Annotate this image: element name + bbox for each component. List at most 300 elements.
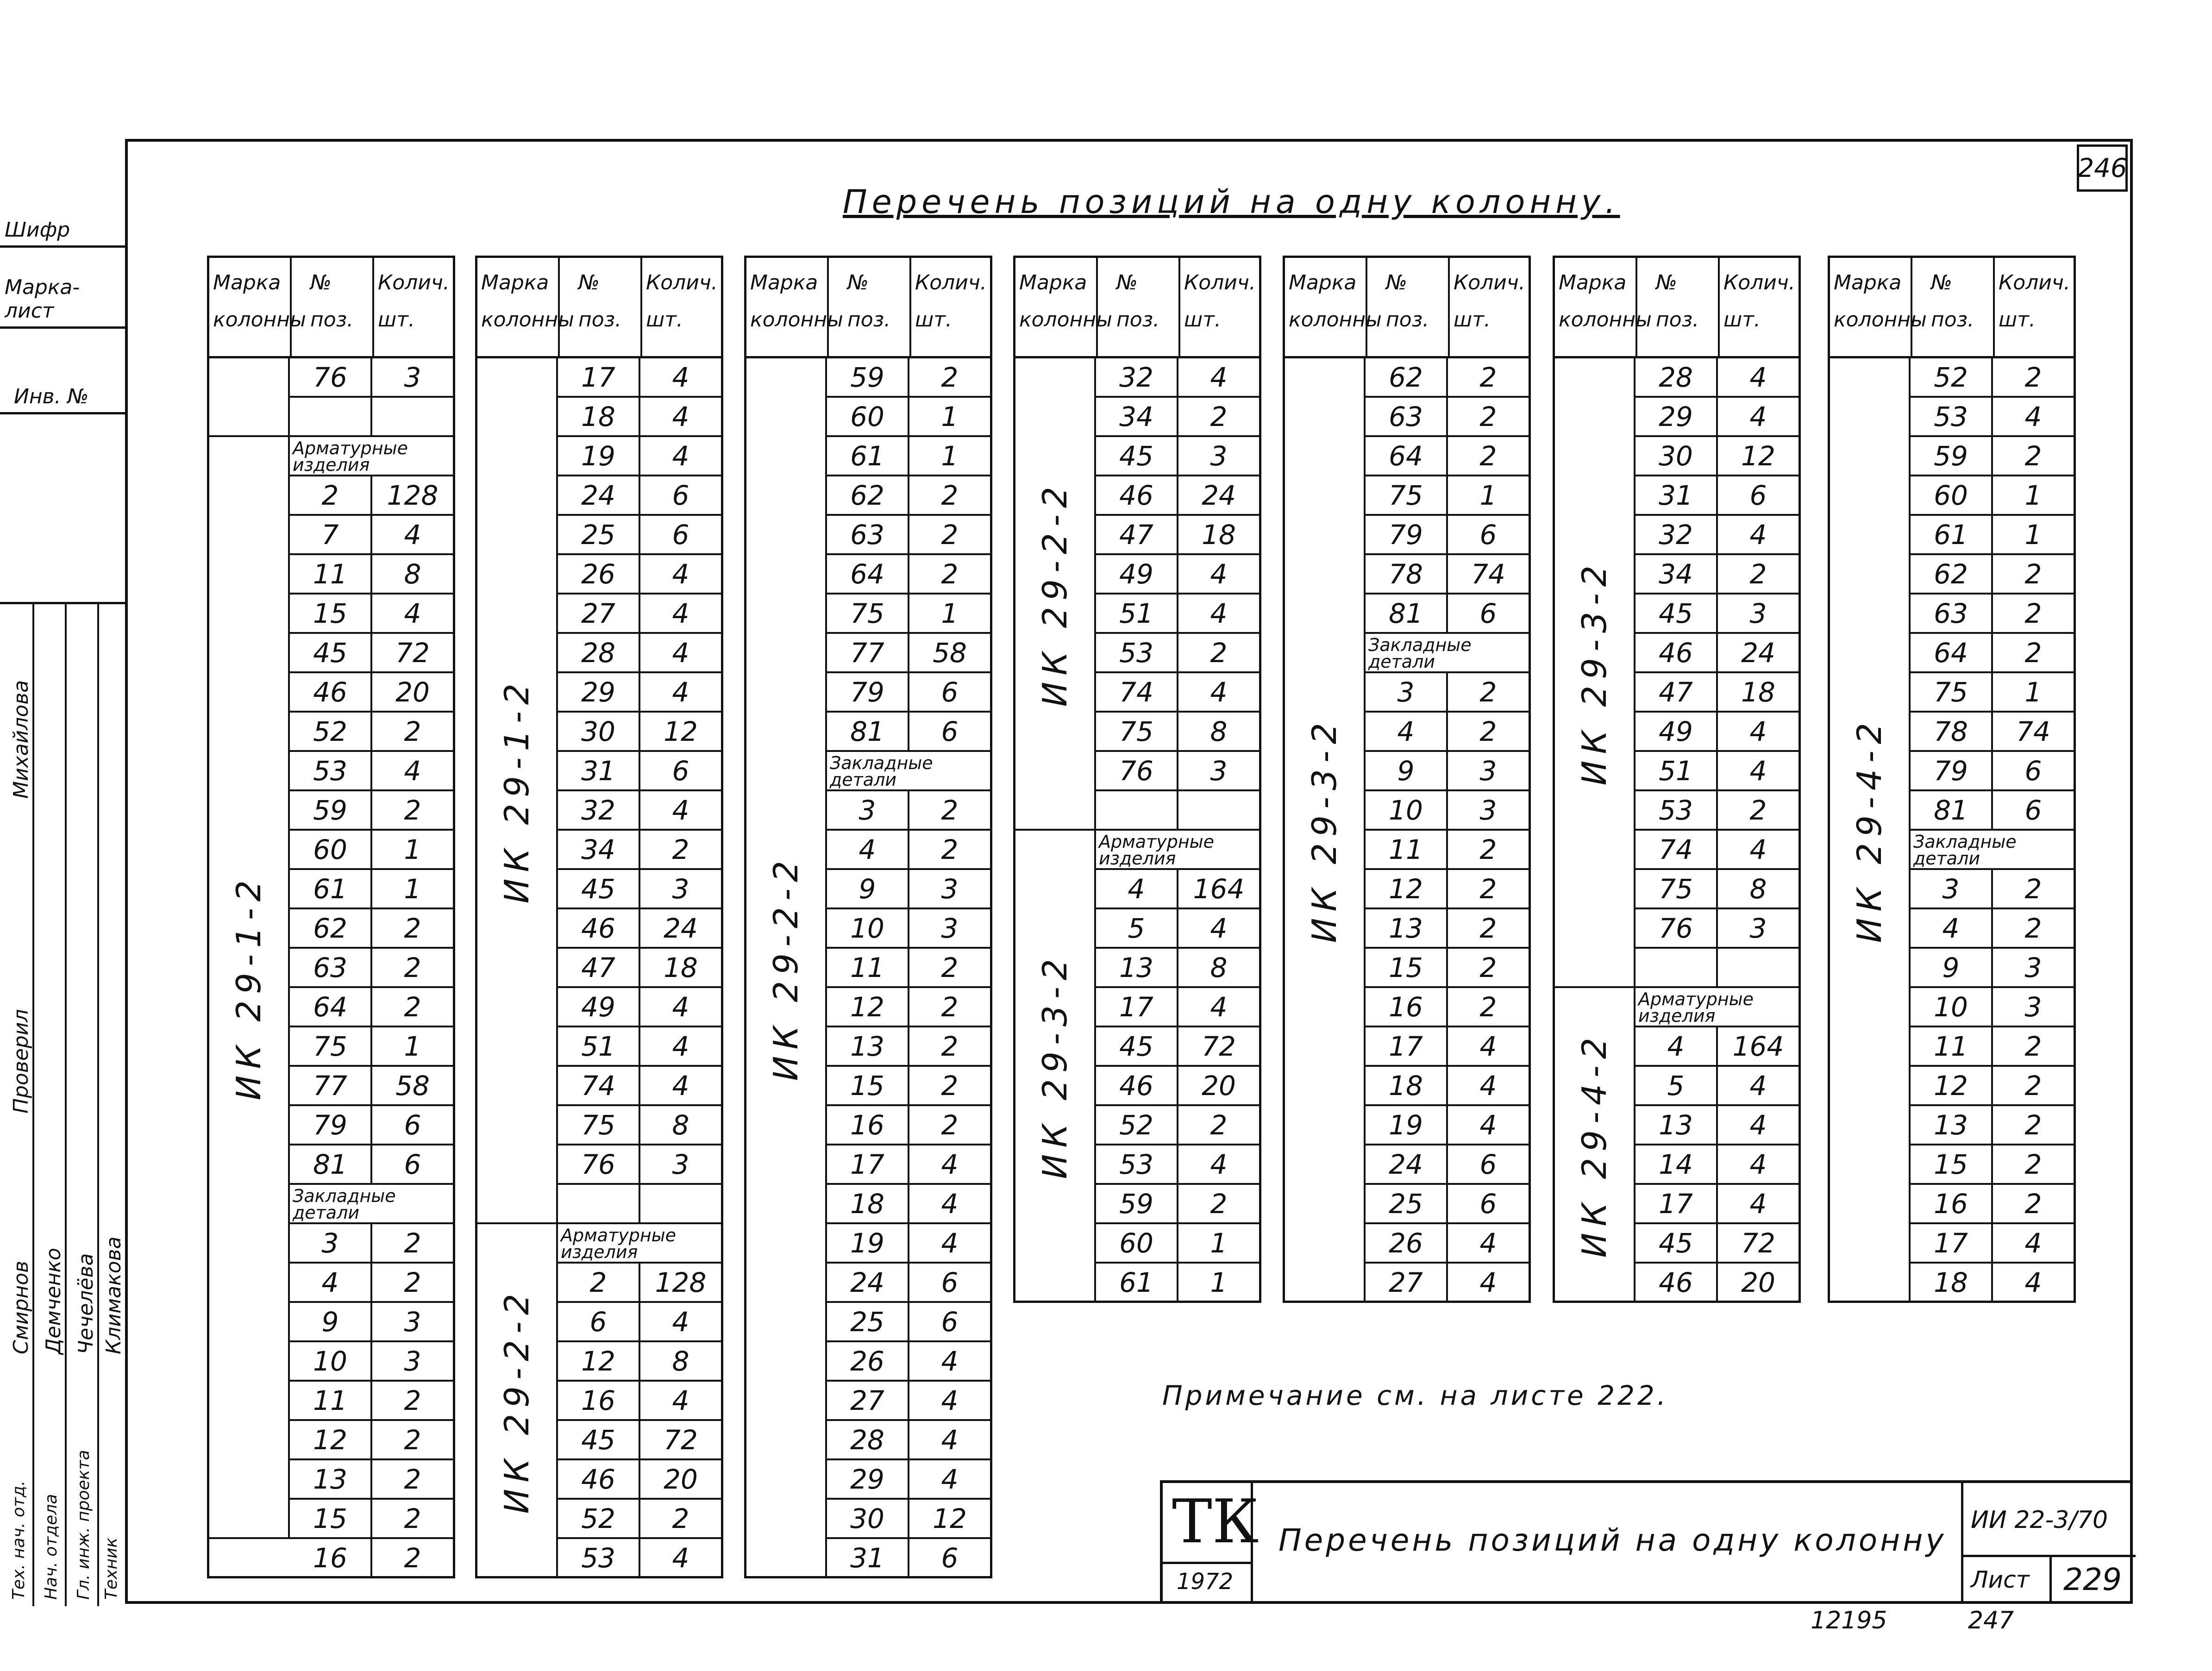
table-row xyxy=(290,358,453,398)
table-row xyxy=(1636,1185,1798,1224)
table-row xyxy=(1096,398,1259,437)
quantity xyxy=(372,398,453,435)
quantity: 4 xyxy=(672,1384,689,1416)
table-row xyxy=(827,1027,990,1067)
position-number: 47 xyxy=(558,949,640,986)
table-row xyxy=(1096,358,1259,398)
quantity: 2 xyxy=(404,1502,421,1534)
table-row xyxy=(558,1067,721,1106)
header-pos: № поз. xyxy=(1116,271,1160,332)
quantity: 3 xyxy=(404,361,421,393)
quantity: 6 xyxy=(941,1306,959,1338)
quantity: 2 xyxy=(941,479,959,511)
table-row xyxy=(827,949,990,988)
table-row xyxy=(558,1145,721,1185)
section-heading: Арматурные изделия xyxy=(1099,832,1215,869)
table-row xyxy=(1096,1027,1259,1067)
quantity: 3 xyxy=(2024,951,2042,983)
table-row xyxy=(1911,1185,2074,1224)
position-number: 12 xyxy=(1911,1067,1993,1104)
quantity: 2 xyxy=(404,991,421,1023)
column-mark-2 xyxy=(477,1224,558,1578)
table-row xyxy=(1366,870,1529,909)
table-row xyxy=(1366,476,1529,516)
table-row xyxy=(1366,1067,1529,1106)
quantity: 4 xyxy=(1749,1188,1767,1220)
column-mark-label: ИК 29-3-2 xyxy=(1305,716,1344,943)
table-row xyxy=(290,1067,453,1106)
table-row xyxy=(1096,1067,1259,1106)
quantity: 2 xyxy=(941,1030,959,1062)
column-mark-label: ИК 29-3-2 xyxy=(1035,952,1074,1179)
position-number: 45 xyxy=(1096,437,1178,475)
position-number: 62 xyxy=(290,909,372,947)
table-row xyxy=(827,1106,990,1145)
column-mark-label: ИК 29-2-2 xyxy=(497,1287,536,1514)
table-row xyxy=(558,437,721,476)
quantity: 6 xyxy=(2024,794,2042,826)
table-row xyxy=(1636,437,1798,476)
position-number: 15 xyxy=(827,1067,909,1104)
table-row xyxy=(1911,595,2074,634)
table-row xyxy=(290,1224,453,1264)
quantity: 3 xyxy=(404,1306,421,1338)
position-number: 81 xyxy=(827,713,909,750)
table-row xyxy=(1636,870,1798,909)
quantity: 72 xyxy=(395,637,430,669)
section-heading: Закладные детали xyxy=(830,753,933,790)
column-mark-2 xyxy=(209,437,290,1539)
quantity: 6 xyxy=(2024,755,2042,787)
section-heading: Закладные детали xyxy=(1368,635,1472,672)
position-number: 32 xyxy=(1096,358,1178,396)
table-header xyxy=(1285,258,1529,358)
position-number: 62 xyxy=(1911,555,1993,593)
quantity: 164 xyxy=(1732,1030,1784,1062)
position-number: 3 xyxy=(827,791,909,829)
table-row xyxy=(1636,909,1798,949)
quantity: 2 xyxy=(2024,597,2042,629)
position-number: 11 xyxy=(290,555,372,593)
position-number xyxy=(558,1185,640,1222)
table-row xyxy=(558,870,721,909)
table-row xyxy=(290,555,453,595)
table-row xyxy=(1366,516,1529,555)
table-row xyxy=(827,673,990,713)
quantity: 4 xyxy=(941,1384,959,1416)
quantity: 72 xyxy=(1202,1030,1236,1062)
table-row xyxy=(1911,988,2074,1027)
position-number: 51 xyxy=(1636,752,1718,789)
quantity: 2 xyxy=(1210,1188,1228,1220)
table-row xyxy=(1366,634,1529,673)
table-row xyxy=(1636,1067,1798,1106)
section-heading: Закладные детали xyxy=(293,1186,396,1223)
quantity: 2 xyxy=(1479,912,1497,944)
position-number: 11 xyxy=(290,1382,372,1419)
header-pos: № поз. xyxy=(578,271,622,332)
position-number: 26 xyxy=(1366,1224,1448,1262)
quantity: 2 xyxy=(941,951,959,983)
position-number: 16 xyxy=(290,1539,372,1577)
table-row xyxy=(558,634,721,673)
table-row xyxy=(1911,791,2074,831)
table-row xyxy=(1636,595,1798,634)
table-row xyxy=(290,398,453,437)
table-row xyxy=(290,1264,453,1303)
table-row xyxy=(1911,516,2074,555)
position-number: 47 xyxy=(1096,516,1178,553)
table-row xyxy=(1636,1106,1798,1145)
table-row xyxy=(290,437,453,476)
position-table-4 xyxy=(1013,256,1261,1303)
quantity: 3 xyxy=(941,912,959,944)
position-number: 45 xyxy=(290,634,372,671)
table-row xyxy=(290,1106,453,1145)
quantity: 4 xyxy=(672,676,689,708)
table-row xyxy=(1096,1264,1259,1303)
position-number: 59 xyxy=(290,791,372,829)
quantity: 3 xyxy=(1749,597,1767,629)
table-row xyxy=(558,1421,721,1460)
quantity: 4 xyxy=(1749,1070,1767,1101)
quantity: 2 xyxy=(1479,361,1497,393)
table-row xyxy=(1636,1027,1798,1067)
quantity: 4 xyxy=(1479,1266,1497,1298)
quantity: 4 xyxy=(1479,1070,1497,1101)
quantity: 4 xyxy=(941,1463,959,1495)
position-number: 63 xyxy=(1366,398,1448,435)
quantity: 74 xyxy=(1471,558,1505,590)
position-number: 13 xyxy=(827,1027,909,1065)
table-row xyxy=(1911,1145,2074,1185)
table-row xyxy=(558,713,721,752)
table-row xyxy=(558,1106,721,1145)
position-number: 45 xyxy=(1636,595,1718,632)
quantity: 4 xyxy=(672,1070,689,1101)
position-number: 63 xyxy=(1911,595,1993,632)
quantity: 6 xyxy=(1479,1188,1497,1220)
position-number: 11 xyxy=(1911,1027,1993,1065)
quantity: 4 xyxy=(941,1424,959,1456)
quantity: 6 xyxy=(1749,479,1767,511)
quantity: 2 xyxy=(941,558,959,590)
position-number: 75 xyxy=(558,1106,640,1144)
header-mark: Марка колонны xyxy=(1834,271,1927,332)
table-row xyxy=(558,516,721,555)
quantity: 3 xyxy=(672,873,689,905)
position-number: 4 xyxy=(1096,870,1178,907)
column-mark-1 xyxy=(209,358,290,437)
table-row xyxy=(558,1303,721,1342)
year: 1972 xyxy=(1177,1569,1234,1595)
table-header xyxy=(477,258,721,358)
position-number: 75 xyxy=(827,595,909,632)
position-number: 45 xyxy=(1096,1027,1178,1065)
table-row xyxy=(1366,398,1529,437)
position-number: 18 xyxy=(1911,1264,1993,1301)
quantity: 2 xyxy=(672,1502,689,1534)
quantity: 3 xyxy=(1210,440,1228,472)
quantity: 2 xyxy=(941,361,959,393)
quantity: 2 xyxy=(404,794,421,826)
table-row xyxy=(827,831,990,870)
quantity: 4 xyxy=(1479,1227,1497,1259)
quantity: 6 xyxy=(672,755,689,787)
table-row xyxy=(1366,1106,1529,1145)
table-row xyxy=(558,1342,721,1382)
quantity: 1 xyxy=(2024,676,2042,708)
quantity xyxy=(1718,949,1798,986)
table-row xyxy=(1636,713,1798,752)
position-number: 62 xyxy=(1366,358,1448,396)
quantity: 24 xyxy=(664,912,698,944)
table-row xyxy=(1636,1264,1798,1303)
position-number: 4 xyxy=(1636,1027,1718,1065)
approval-stamp xyxy=(0,602,126,1606)
table-header xyxy=(209,258,453,358)
table-row xyxy=(290,476,453,516)
quantity: 164 xyxy=(1193,873,1245,905)
table-row xyxy=(1636,634,1798,673)
quantity: 6 xyxy=(1479,597,1497,629)
quantity: 2 xyxy=(404,1463,421,1495)
quantity: 2 xyxy=(404,951,421,983)
name-3: Чечелёва xyxy=(74,1253,98,1354)
position-number: 29 xyxy=(558,673,640,711)
position-number: 60 xyxy=(1911,476,1993,514)
table-row xyxy=(558,1382,721,1421)
position-table-1 xyxy=(207,256,455,1578)
header-pos: № поз. xyxy=(1386,271,1429,332)
header-qty: Колич. шт. xyxy=(915,271,987,332)
position-number: 15 xyxy=(1366,949,1448,986)
tab-marka-list: Марка-лист xyxy=(0,285,125,329)
position-number: 51 xyxy=(558,1027,640,1065)
table-row xyxy=(558,673,721,713)
quantity: 4 xyxy=(672,558,689,590)
quantity: 72 xyxy=(664,1424,698,1456)
position-number: 5 xyxy=(1096,909,1178,947)
table-row xyxy=(558,398,721,437)
table-row xyxy=(290,634,453,673)
position-number: 15 xyxy=(1911,1145,1993,1183)
position-number: 52 xyxy=(1911,358,1993,396)
quantity: 3 xyxy=(1479,794,1497,826)
table-row xyxy=(1096,1145,1259,1185)
quantity: 3 xyxy=(941,873,959,905)
column-mark-1 xyxy=(477,358,558,1224)
table-row xyxy=(1911,831,2074,870)
column-mark-1 xyxy=(1285,358,1366,1303)
position-number: 77 xyxy=(827,634,909,671)
table-row xyxy=(558,831,721,870)
sheet-label: Лист xyxy=(1971,1566,2030,1593)
quantity: 4 xyxy=(941,1345,959,1377)
tab-shifr: Шифр xyxy=(0,204,125,248)
table-row xyxy=(290,1539,453,1578)
position-number: 74 xyxy=(1096,673,1178,711)
table-row xyxy=(558,1539,721,1578)
quantity: 4 xyxy=(672,401,689,432)
position-number xyxy=(1096,791,1178,829)
position-number: 4 xyxy=(1911,909,1993,947)
table-row xyxy=(1366,1145,1529,1185)
table-row xyxy=(1366,1185,1529,1224)
table-row xyxy=(1911,398,2074,437)
column-mark-2 xyxy=(1555,988,1636,1303)
position-number: 79 xyxy=(827,673,909,711)
quantity: 2 xyxy=(2024,1109,2042,1141)
position-number: 25 xyxy=(1366,1185,1448,1222)
table-row xyxy=(827,988,990,1027)
quantity: 2 xyxy=(941,519,959,551)
quantity: 6 xyxy=(404,1148,421,1180)
table-row xyxy=(290,673,453,713)
position-number: 4 xyxy=(827,831,909,868)
header-qty: Колич. шт. xyxy=(378,271,450,332)
section-heading: Закладные детали xyxy=(1913,832,2017,869)
position-number: 28 xyxy=(827,1421,909,1458)
table-row xyxy=(827,1382,990,1421)
table-row xyxy=(1096,673,1259,713)
position-number: 53 xyxy=(1636,791,1718,829)
quantity: 1 xyxy=(404,1030,421,1062)
quantity: 24 xyxy=(1741,637,1775,669)
position-table-7 xyxy=(1828,256,2076,1303)
position-number: 3 xyxy=(290,1224,372,1262)
position-number: 3 xyxy=(1366,673,1448,711)
quantity: 2 xyxy=(941,794,959,826)
table-row xyxy=(290,870,453,909)
position-number: 13 xyxy=(290,1460,372,1498)
table-row xyxy=(1911,949,2074,988)
quantity: 4 xyxy=(672,794,689,826)
position-table-5 xyxy=(1283,256,1531,1303)
table-row xyxy=(290,1027,453,1067)
quantity: 2 xyxy=(941,833,959,865)
position-number: 60 xyxy=(290,831,372,868)
position-number: 59 xyxy=(1096,1185,1178,1222)
table-row xyxy=(290,909,453,949)
quantity: 4 xyxy=(1749,361,1767,393)
quantity: 4 xyxy=(941,1227,959,1259)
table-row xyxy=(1911,673,2074,713)
quantity: 24 xyxy=(1202,479,1236,511)
table-header xyxy=(1830,258,2074,358)
quantity: 72 xyxy=(1741,1227,1775,1259)
table-row xyxy=(827,1067,990,1106)
table-row xyxy=(1366,673,1529,713)
quantity: 4 xyxy=(1749,715,1767,747)
table-row xyxy=(1366,988,1529,1027)
table-row xyxy=(827,555,990,595)
table-row xyxy=(558,358,721,398)
position-number: 53 xyxy=(1096,634,1178,671)
table-row xyxy=(558,555,721,595)
quantity: 3 xyxy=(1479,755,1497,787)
table-row xyxy=(1911,358,2074,398)
position-number: 12 xyxy=(290,1421,372,1458)
quantity: 2 xyxy=(1210,1109,1228,1141)
position-number xyxy=(290,398,372,435)
role-4: Техник xyxy=(102,1537,121,1600)
position-number: 27 xyxy=(558,595,640,632)
quantity: 2 xyxy=(1479,676,1497,708)
position-number: 25 xyxy=(827,1303,909,1340)
table-row xyxy=(290,1460,453,1500)
quantity: 2 xyxy=(2024,361,2042,393)
table-row xyxy=(1096,791,1259,831)
title-block-name: Перечень позиций на одну колонну xyxy=(1278,1522,1947,1558)
table-row xyxy=(827,634,990,673)
table-row xyxy=(558,1460,721,1500)
quantity: 8 xyxy=(1210,715,1228,747)
quantity: 20 xyxy=(395,676,430,708)
quantity: 6 xyxy=(941,676,959,708)
position-number: 10 xyxy=(1911,988,1993,1026)
position-number: 79 xyxy=(290,1106,372,1144)
position-number: 25 xyxy=(558,516,640,553)
quantity: 8 xyxy=(672,1109,689,1141)
quantity: 4 xyxy=(1210,361,1228,393)
table-row xyxy=(1911,1067,2074,1106)
table-row xyxy=(827,1303,990,1342)
table-row xyxy=(1366,949,1529,988)
position-number: 77 xyxy=(290,1067,372,1104)
position-number: 76 xyxy=(1096,752,1178,789)
quantity: 1 xyxy=(941,440,959,472)
table-row xyxy=(1096,909,1259,949)
title-block xyxy=(1160,1480,2133,1604)
quantity: 2 xyxy=(2024,912,2042,944)
quantity: 12 xyxy=(933,1502,967,1534)
quantity: 2 xyxy=(1479,440,1497,472)
position-number: 31 xyxy=(1636,476,1718,514)
quantity: 3 xyxy=(404,1345,421,1377)
position-number: 75 xyxy=(1636,870,1718,907)
quantity: 128 xyxy=(655,1266,707,1298)
table-row xyxy=(1366,752,1529,791)
position-number: 45 xyxy=(558,1421,640,1458)
position-number: 32 xyxy=(558,791,640,829)
header-qty: Колич. шт. xyxy=(1723,271,1795,332)
quantity: 6 xyxy=(672,479,689,511)
quantity: 20 xyxy=(1741,1266,1775,1298)
column-mark-1 xyxy=(1830,358,1911,1303)
table-row xyxy=(1096,516,1259,555)
quantity: 3 xyxy=(672,1148,689,1180)
table-row xyxy=(290,1421,453,1460)
note: Примечание см. на листе 222. xyxy=(1162,1380,1669,1411)
position-number: 17 xyxy=(1096,988,1178,1026)
table-row xyxy=(827,870,990,909)
quantity: 1 xyxy=(1479,479,1497,511)
position-number: 17 xyxy=(1366,1027,1448,1065)
position-number: 61 xyxy=(290,870,372,907)
table-row xyxy=(558,1224,721,1264)
position-number: 29 xyxy=(1636,398,1718,435)
quantity: 2 xyxy=(1749,794,1767,826)
position-number: 34 xyxy=(558,831,640,868)
table-row xyxy=(1096,713,1259,752)
quantity: 4 xyxy=(672,637,689,669)
position-number: 17 xyxy=(1911,1224,1993,1262)
position-number: 79 xyxy=(1911,752,1993,789)
table-row xyxy=(1366,1264,1529,1303)
table-row xyxy=(290,988,453,1027)
quantity: 4 xyxy=(1210,597,1228,629)
